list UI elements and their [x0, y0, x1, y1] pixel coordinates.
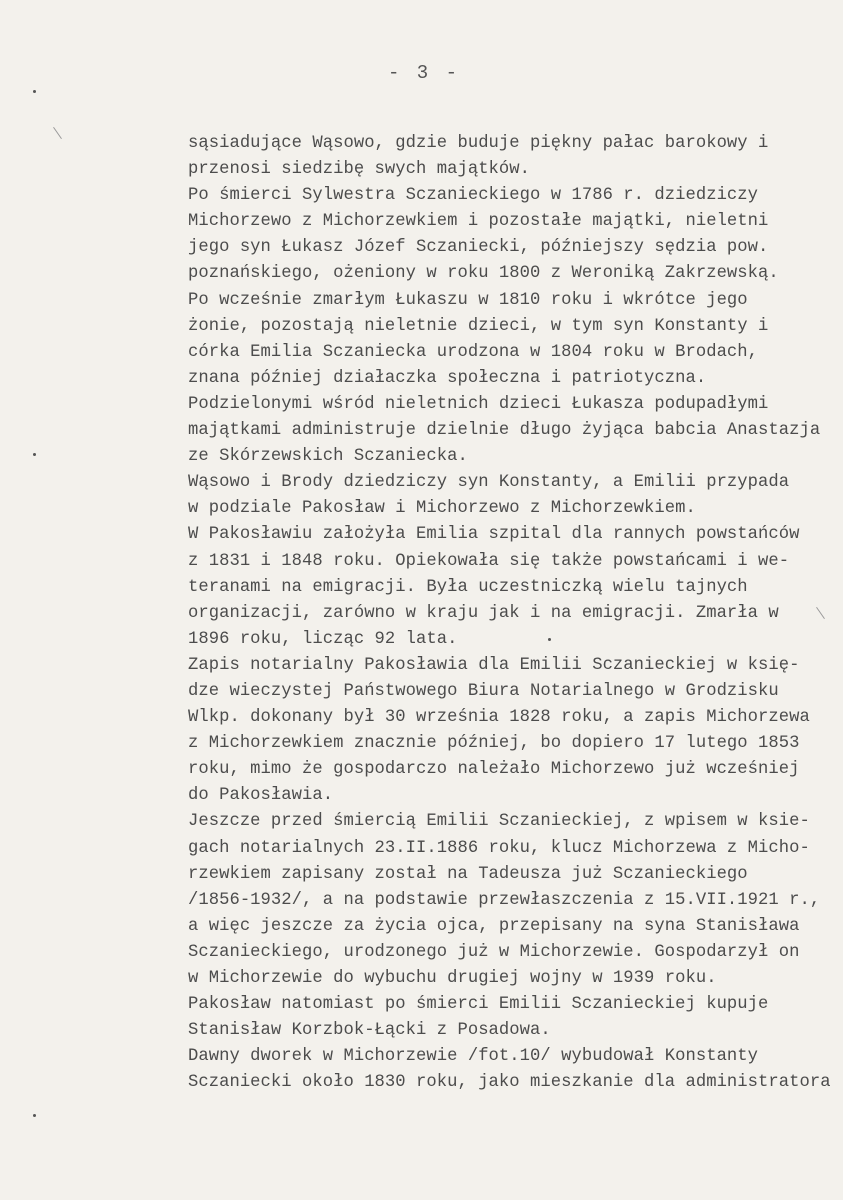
text-line: przenosi siedzibę swych majątków.	[188, 160, 531, 180]
text-line: Jeszcze przed śmiercią Emilii Sczanieckiej, z wpisem w ksie-	[188, 812, 810, 832]
text-line: do Pakosławia.	[188, 786, 334, 806]
text-line: poznańskiego, ożeniony w roku 1800 z Weroniką Zakrzewską.	[188, 264, 779, 284]
margin-mark	[33, 453, 36, 456]
margin-tick	[53, 127, 62, 139]
text-line: gach notarialnych 23.II.1886 roku, klucz Michorzewa z Micho-	[188, 838, 810, 858]
text-line: Wąsowo i Brody dziedziczy syn Konstanty, a Emilii przypada	[188, 473, 790, 493]
text-line: majątkami administruje dzielnie długo żyjąca babcia Anastazja	[188, 421, 821, 441]
text-line: córka Emilia Sczaniecka urodzona w 1804 roku w Brodach,	[188, 342, 759, 362]
text-line: Zapis notarialny Pakosławia dla Emilii Sczanieckiej w księ-	[188, 655, 800, 675]
text-line: organizacji, zarówno w kraju jak i na emigracji. Zmarła w	[188, 603, 779, 623]
text-line: znana później działaczka społeczna i patriotyczna.	[188, 368, 707, 388]
text-line: żonie, pozostają nieletnie dzieci, w tym syn Konstanty i	[188, 316, 769, 336]
text-line: Wlkp. dokonany był 30 września 1828 roku, a zapis Michorzewa	[188, 708, 810, 728]
text-line: jego syn Łukasz Józef Sczaniecki, późniejszy sędzia pow.	[188, 238, 769, 258]
text-line: z Michorzewkiem znacznie później, bo dopiero 17 lutego 1853	[188, 734, 800, 754]
text-line: Po śmierci Sylwestra Sczanieckiego w 1786 r. dziedziczy	[188, 186, 759, 206]
text-line: roku, mimo że gospodarczo należało Michorzewo już wcześniej	[188, 760, 800, 780]
text-line: 1896 roku, licząc 92 lata.	[188, 629, 458, 649]
text-line: ze Skórzewskich Sczaniecka.	[188, 447, 468, 467]
text-line: Sczaniecki około 1830 roku, jako mieszkanie dla administratora	[188, 1073, 831, 1093]
text-line: Sczanieckiego, urodzonego już w Michorzewie. Gospodarzył on	[188, 942, 800, 962]
text-line: a więc jeszcze za życia ojca, przepisany na syna Stanisława	[188, 916, 800, 936]
text-line: Podzielonymi wśród nieletnich dzieci Łukasza podupadłymi	[188, 394, 769, 414]
text-line: /1856-1932/, a na podstawie przewłaszczenia z 15.VII.1921 r.,	[188, 890, 821, 910]
text-line: rzewkiem zapisany został na Tadeusza już Sczanieckiego	[188, 864, 748, 884]
text-line: z 1831 i 1848 roku. Opiekowała się także powstańcami i we-	[188, 551, 790, 571]
text-line: Pakosław natomiast po śmierci Emilii Sczanieckiej kupuje	[188, 995, 769, 1015]
text-line: Dawny dworek w Michorzewie /fot.10/ wybudował Konstanty	[188, 1047, 759, 1067]
margin-mark	[33, 90, 36, 93]
text-line: w podziale Pakosław i Michorzewo z Michorzewkiem.	[188, 499, 696, 519]
text-line: Stanisław Korzbok-Łącki z Posadowa.	[188, 1021, 551, 1041]
text-line: teranami na emigracji. Była uczestniczką wielu tajnych	[188, 577, 748, 597]
page-number: - 3 -	[388, 62, 461, 84]
body-text	[188, 131, 838, 1096]
margin-mark	[548, 638, 551, 641]
text-line: Po wcześnie zmarłym Łukaszu w 1810 roku i wkrótce jego	[188, 290, 748, 310]
margin-mark	[33, 1114, 36, 1117]
text-line: w Michorzewie do wybuchu drugiej wojny w 1939 roku.	[188, 969, 717, 988]
text-line: dze wieczystej Państwowego Biura Notarialnego w Grodzisku	[188, 681, 779, 701]
text-line: sąsiadujące Wąsowo, gdzie buduje piękny pałac barokowy i	[188, 134, 769, 153]
text-line: W Pakosławiu założyła Emilia szpital dla rannych powstańców	[188, 525, 800, 545]
text-line: Michorzewo z Michorzewkiem i pozostałe majątki, nieletni	[188, 212, 769, 232]
